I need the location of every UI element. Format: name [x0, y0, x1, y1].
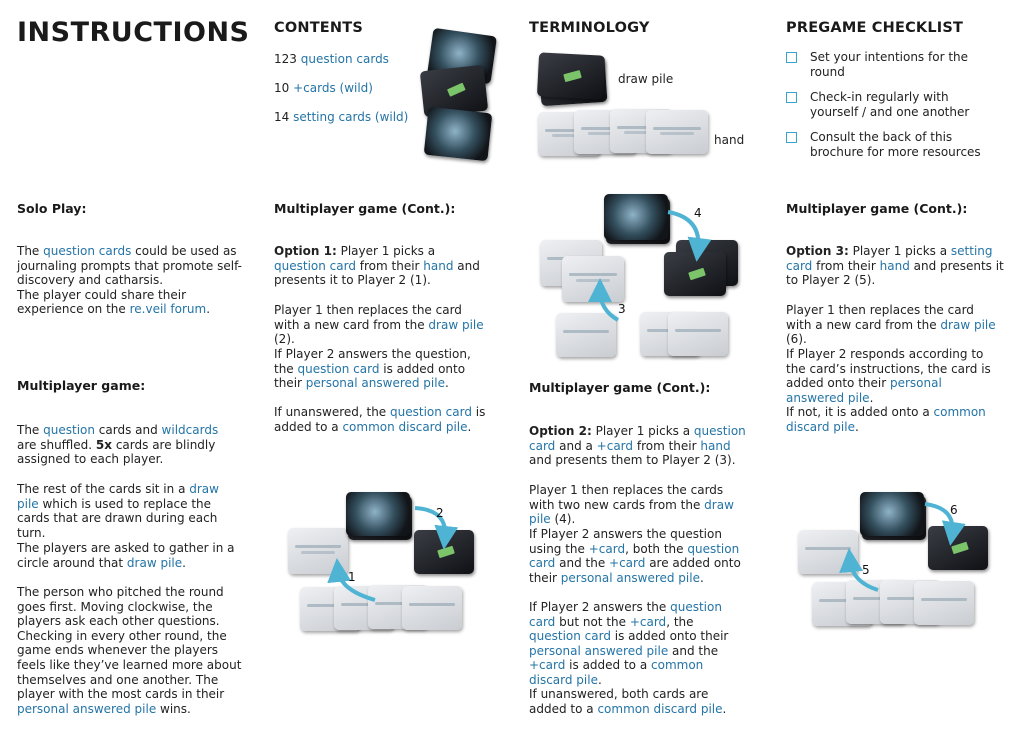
step-number: 4	[694, 206, 702, 220]
checklist-heading: PREGAME CHECKLIST	[786, 20, 964, 36]
step-number: 6	[950, 503, 958, 517]
checklist	[786, 50, 1006, 160]
option2-paragraph: If Player 2 answers the question card but not the +card, the question card is added onto their personal answered pile and the +card is added to a common discard pile.	[529, 600, 729, 687]
contents-item	[274, 52, 389, 66]
contents-item	[274, 110, 408, 124]
multiplayer-cont-heading: Multiplayer game (Cont.):	[529, 380, 711, 395]
step-number: 5	[862, 563, 870, 577]
page-title: INSTRUCTIONS	[17, 17, 250, 48]
step-number: 1	[348, 570, 356, 584]
multiplayer-paragraph: The question cards and wildcards are shuffled. 5x cards are blindly assigned to each player.	[17, 423, 219, 467]
contents-item	[274, 81, 373, 95]
checklist-label: Set your intentions for the round	[810, 50, 969, 79]
setting-card-image	[424, 107, 493, 161]
multiplayer-paragraph: The rest of the cards sit in a draw pile which is used to replace the cards that are drawn during each turn.	[17, 482, 219, 540]
option1-paragraph: Player 1 then replaces the card with a new card from the draw pile (2).	[274, 303, 484, 347]
option2-paragraph: Option 2: Player 1 picks a question card and a +card from their hand and presents them to Player 2 (3).	[529, 424, 746, 468]
contents-label: setting cards (wild)	[293, 110, 409, 124]
contents-count: 14	[274, 110, 290, 124]
option2-paragraph: If Player 2 answers the question using the +card, both the question card and the +card are added onto their personal answered pile.	[529, 527, 741, 585]
option3-paragraph: If not, it is added onto a common discard pile.	[786, 405, 986, 434]
draw-pile-card	[537, 52, 605, 99]
checklist-item[interactable]	[786, 50, 1006, 79]
checklist-item[interactable]	[786, 90, 1006, 119]
option3-paragraph: Player 1 then replaces the card with a new card from the draw pile (6).	[786, 303, 996, 347]
option1-paragraph: If Player 2 answers the question, the question card is added onto their personal answered pile.	[274, 347, 471, 391]
checklist-label: Check-in regularly with yourself / and one another	[810, 90, 970, 119]
option3-paragraph: If Player 2 responds according to the card’s instructions, the card is added onto their personal answered pile.	[786, 347, 991, 405]
option2-paragraph: If unanswered, both cards are added to a common discard pile.	[529, 687, 727, 716]
flow-arrows	[560, 190, 740, 340]
draw-pile-label: draw pile	[618, 72, 674, 86]
terminology-heading: TERMINOLOGY	[529, 20, 650, 36]
checklist-label: Consult the back of this brochure for more resources	[810, 130, 981, 159]
hand-label: hand	[714, 133, 745, 147]
step-number: 2	[436, 506, 444, 520]
contents-label: question cards	[300, 52, 389, 66]
multiplayer-paragraph: The person who pitched the round goes first. Moving clockwise, the players ask each other questions. Checking in every other round, the game ends whenever the players feels like they’ve learned more about themselves and one another. The player with the most cards in their personal answered pile wins.	[17, 585, 242, 716]
contents-count: 10	[274, 81, 290, 95]
option2-paragraph: Player 1 then replaces the cards with two new cards from the draw pile (4).	[529, 483, 734, 527]
solo-heading: Solo Play:	[17, 201, 87, 216]
contents-heading: CONTENTS	[274, 20, 363, 36]
option3-paragraph: Option 3: Player 1 picks a setting card from their hand and presents it to Player 2 (5).	[786, 244, 1004, 288]
step-number: 3	[618, 302, 626, 316]
hand-card	[646, 110, 708, 154]
multiplayer-cont-heading: Multiplayer game (Cont.):	[786, 201, 968, 216]
contents-count: 123	[274, 52, 297, 66]
multiplayer-paragraph: The players are asked to gather in a circle around that draw pile.	[17, 541, 235, 570]
solo-paragraph: The question cards could be used as journaling prompts that promote self-discovery and catharsis. The player could share their experience on the re.veil forum.	[17, 244, 242, 317]
checkbox[interactable]	[786, 132, 797, 143]
flow-arrows	[790, 490, 990, 620]
contents-label: +cards (wild)	[293, 81, 373, 95]
option1-paragraph: If unanswered, the question card is added to a common discard pile.	[274, 405, 486, 434]
flow-arrows	[280, 490, 480, 620]
option1-paragraph: Option 1: Player 1 picks a question card from their hand and presents it to Player 2 (1).	[274, 244, 480, 288]
multiplayer-cont-heading: Multiplayer game (Cont.):	[274, 201, 456, 216]
checklist-item[interactable]	[786, 130, 1006, 159]
checkbox[interactable]	[786, 92, 797, 103]
multiplayer-heading: Multiplayer game:	[17, 378, 146, 393]
checkbox[interactable]	[786, 52, 797, 63]
